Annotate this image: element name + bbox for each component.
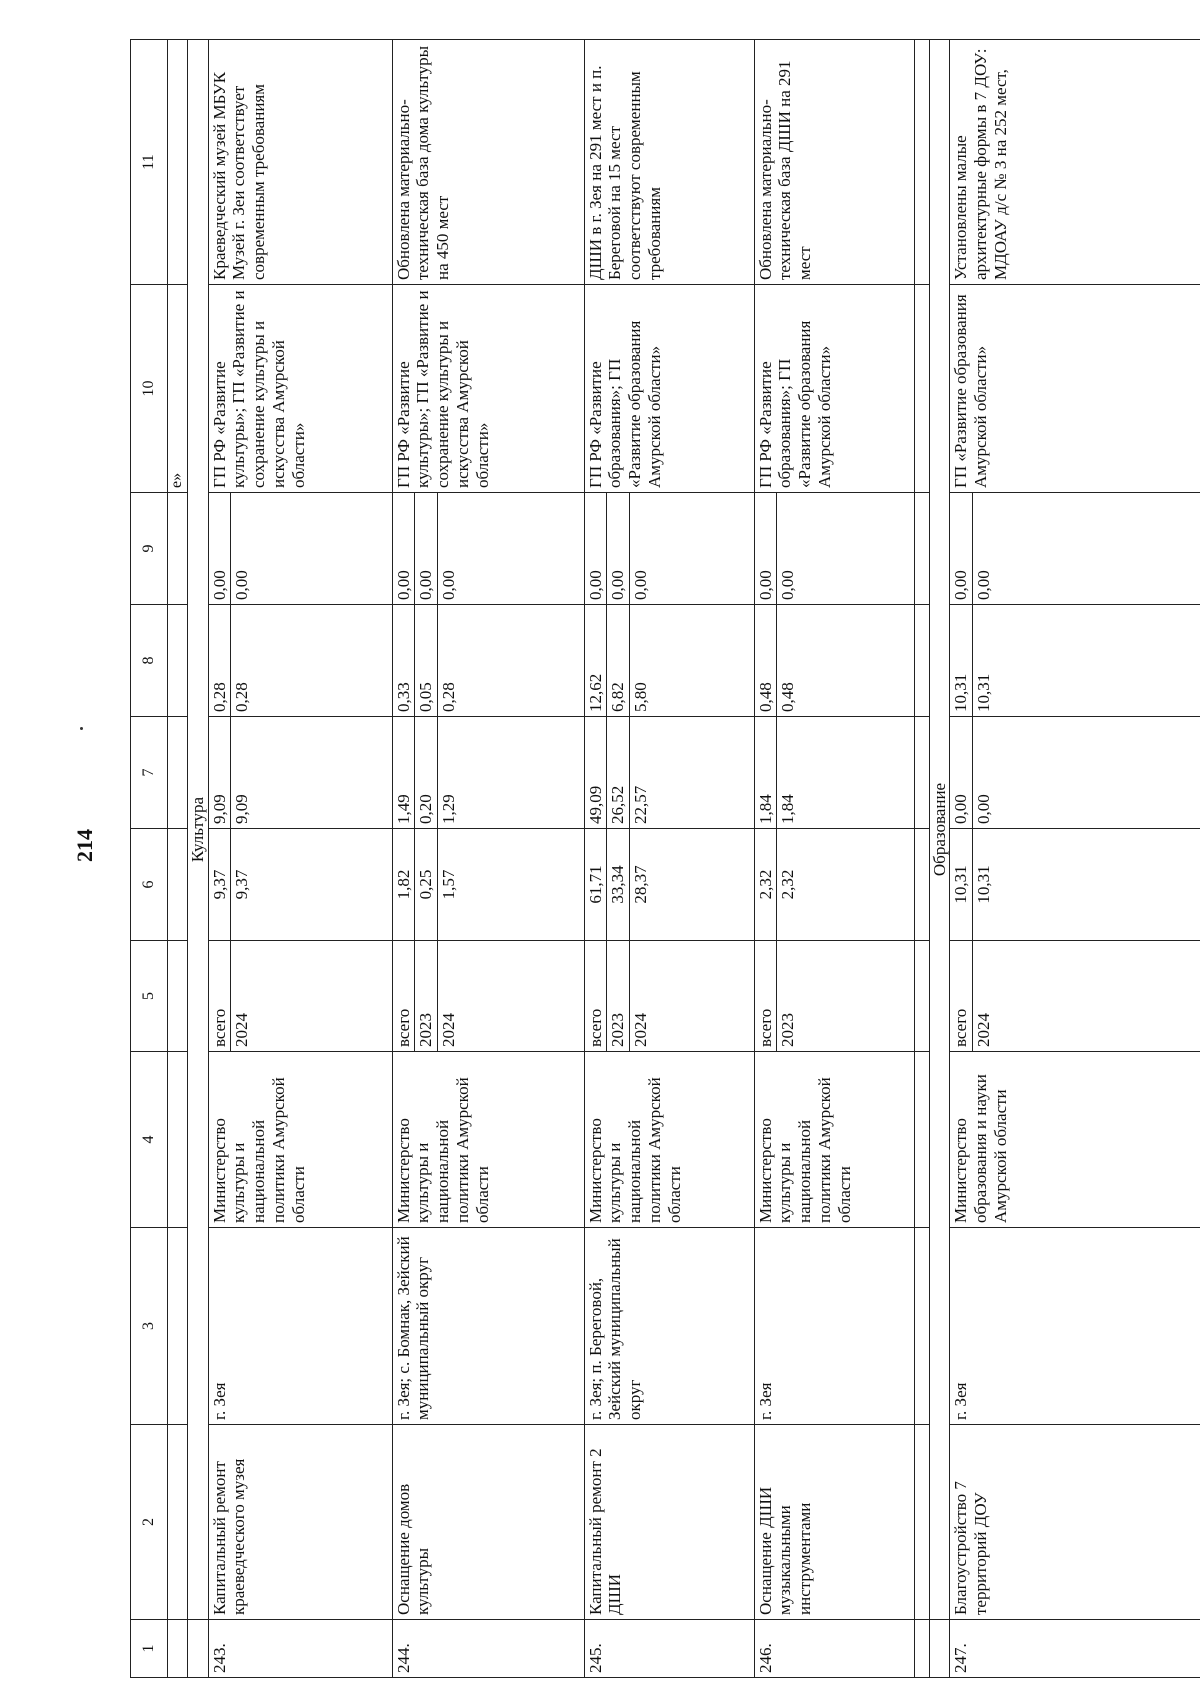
period: [754, 941, 914, 1052]
value: 10,31: [950, 605, 973, 716]
period: [950, 941, 1200, 1052]
scan-speck: [80, 727, 83, 730]
value: 0,33: [393, 605, 416, 716]
value: 2,32: [778, 869, 798, 900]
agency: Министерство образования и науки Амурской области: [950, 1052, 1200, 1228]
program: ГП РФ «Развитие образования»; ГП «Развитие образования Амурской области»: [584, 285, 754, 493]
year: 2024: [631, 1013, 651, 1047]
value: 1,57: [439, 869, 459, 900]
period: [392, 941, 584, 1052]
col-num: 5: [131, 941, 168, 1052]
value: 5,80: [631, 682, 651, 712]
value: 0,00: [950, 493, 973, 604]
col-num: 11: [131, 40, 168, 285]
value: 0,00: [631, 570, 651, 600]
col8: [208, 605, 392, 717]
value: 49,09: [585, 717, 608, 828]
year: всего: [950, 941, 973, 1051]
col8: [754, 605, 914, 717]
object-name: Оснащение домов культуры: [392, 1425, 584, 1620]
location: г. Зея; с. Бомнак, Зейский муниципальный округ: [392, 1228, 584, 1425]
spacer-row: [914, 40, 929, 1678]
col8: [950, 605, 1200, 717]
value: 0,25: [415, 829, 438, 940]
value: 1,82: [393, 829, 416, 940]
value: 28,37: [631, 865, 651, 904]
value: 1,84: [755, 717, 778, 828]
result: Обновлена материально-техническая база ДШИ на 291 мест: [754, 40, 914, 285]
col7: [950, 717, 1200, 829]
result: Обновлена материально-техническая база дома культуры на 450 мест: [392, 40, 584, 285]
location: г. Зея: [950, 1228, 1200, 1425]
value: 0,00: [974, 794, 994, 824]
row-number: 247.: [950, 1620, 1200, 1678]
value: 0,00: [755, 493, 778, 604]
col-num: 8: [131, 605, 168, 717]
year: 2023: [415, 941, 438, 1051]
year: всего: [585, 941, 608, 1051]
object-name: Капитальный ремонт краеведческого музея: [208, 1425, 392, 1620]
col-num: 7: [131, 717, 168, 829]
value: 0,00: [974, 570, 994, 600]
agency: Министерство культуры и национальной политики Амурской области: [584, 1052, 754, 1228]
row-number: 246.: [754, 1620, 914, 1678]
result: Установлены малые архитектурные формы в 7 ДОУ: МДОАУ д/с № 3 на 252 мест,: [950, 40, 1200, 285]
value: 0,05: [415, 605, 438, 716]
col6: [950, 829, 1200, 941]
section-row-culture: [187, 40, 208, 1678]
year: 2024: [974, 1013, 994, 1047]
value: 6,82: [607, 605, 630, 716]
year: 2023: [778, 1013, 798, 1047]
rotated-page: [130, 40, 1200, 1678]
agency: Министерство культуры и национальной политики Амурской области: [754, 1052, 914, 1228]
col7: [754, 717, 914, 829]
object-name: Капитальный ремонт 2 ДШИ: [584, 1425, 754, 1620]
value: 12,62: [585, 605, 608, 716]
col-num: 6: [131, 829, 168, 941]
year: всего: [755, 941, 778, 1051]
location: г. Зея: [754, 1228, 914, 1425]
table-row: [584, 40, 754, 1678]
header-remainder: е»: [168, 285, 188, 493]
value: 0,48: [755, 605, 778, 716]
year: 2023: [607, 941, 630, 1051]
column-number-row: [131, 40, 168, 1678]
col-num: 3: [131, 1228, 168, 1425]
col9: [584, 493, 754, 605]
agency: Министерство культуры и национальной политики Амурской области: [392, 1052, 584, 1228]
col6: [584, 829, 754, 941]
value: 61,71: [585, 829, 608, 940]
table-row: [754, 40, 914, 1678]
year: 2024: [232, 1013, 252, 1047]
col9: [392, 493, 584, 605]
col-num: 4: [131, 1052, 168, 1228]
value: 0,20: [415, 717, 438, 828]
value: 0,00: [439, 570, 459, 600]
col7: [208, 717, 392, 829]
value: 0,28: [439, 682, 459, 712]
col7: [392, 717, 584, 829]
col9: [208, 493, 392, 605]
period: [208, 941, 392, 1052]
value: 0,00: [209, 493, 232, 604]
year: всего: [393, 941, 416, 1051]
col6: [754, 829, 914, 941]
value: 9,37: [232, 869, 252, 900]
header-remainder-row: [168, 40, 188, 1678]
value: 0,00: [607, 493, 630, 604]
value: 9,37: [209, 829, 232, 940]
table-row: [392, 40, 584, 1678]
col8: [392, 605, 584, 717]
agency: Министерство культуры и национальной политики Амурской области: [208, 1052, 392, 1228]
program: ГП «Развитие образования Амурской области»: [950, 285, 1200, 493]
result: ДШИ в г. Зея на 291 мест и п. Береговой на 15 мест соответствуют современным требованиям: [584, 40, 754, 285]
col-num: 1: [131, 1620, 168, 1678]
program: ГП РФ «Развитие образования»; ГП «Развитие образования Амурской области»: [754, 285, 914, 493]
value: 2,32: [755, 829, 778, 940]
value: 10,31: [974, 673, 994, 712]
col9: [950, 493, 1200, 605]
col7: [584, 717, 754, 829]
value: 33,34: [607, 829, 630, 940]
table-row: [208, 40, 392, 1678]
value: 22,57: [631, 785, 651, 824]
program: ГП РФ «Развитие культуры»; ГП «Развитие и сохранение культуры и искусства Амурской области»: [392, 285, 584, 493]
col-num: 9: [131, 493, 168, 605]
value: 0,00: [950, 717, 973, 828]
value: 0,28: [232, 682, 252, 712]
value: 9,09: [232, 794, 252, 824]
value: 0,00: [585, 493, 608, 604]
year: 2024: [439, 1013, 459, 1047]
value: 10,31: [950, 829, 973, 940]
result: Краеведческий музей МБУК Музей г. Зеи соответствует современным требованиям: [208, 40, 392, 285]
col-num: 10: [131, 285, 168, 493]
value: 1,49: [393, 717, 416, 828]
table-row: [950, 40, 1200, 1678]
col8: [584, 605, 754, 717]
row-number: 245.: [584, 1620, 754, 1678]
value: 0,00: [393, 493, 416, 604]
value: 0,28: [209, 605, 232, 716]
row-number: 244.: [392, 1620, 584, 1678]
col-num: 2: [131, 1425, 168, 1620]
object-name: Благоустройство 7 территорий ДОУ: [950, 1425, 1200, 1620]
section-row-education: [929, 40, 950, 1678]
period: [584, 941, 754, 1052]
col6: [392, 829, 584, 941]
value: 0,00: [415, 493, 438, 604]
value: 0,00: [232, 570, 252, 600]
object-name: Оснащение ДШИ музыкальными инструментами: [754, 1425, 914, 1620]
value: 0,48: [778, 682, 798, 712]
value: 1,29: [439, 794, 459, 824]
col9: [754, 493, 914, 605]
value: 9,09: [209, 717, 232, 828]
location: г. Зея; п. Береговой, Зейский муниципальный округ: [584, 1228, 754, 1425]
section-title-culture: Культура: [187, 40, 208, 1620]
year: всего: [209, 941, 232, 1051]
program: ГП РФ «Развитие культуры»; ГП «Развитие и сохранение культуры и искусства Амурской области»: [208, 285, 392, 493]
value: 1,84: [778, 794, 798, 824]
page-number: 214: [72, 829, 97, 862]
col6: [208, 829, 392, 941]
row-number: 243.: [208, 1620, 392, 1678]
value: 0,00: [778, 570, 798, 600]
program-table: [130, 39, 1200, 1678]
section-title-education: Образование: [929, 40, 950, 1620]
value: 10,31: [974, 865, 994, 904]
location: г. Зея: [208, 1228, 392, 1425]
value: 26,52: [607, 717, 630, 828]
